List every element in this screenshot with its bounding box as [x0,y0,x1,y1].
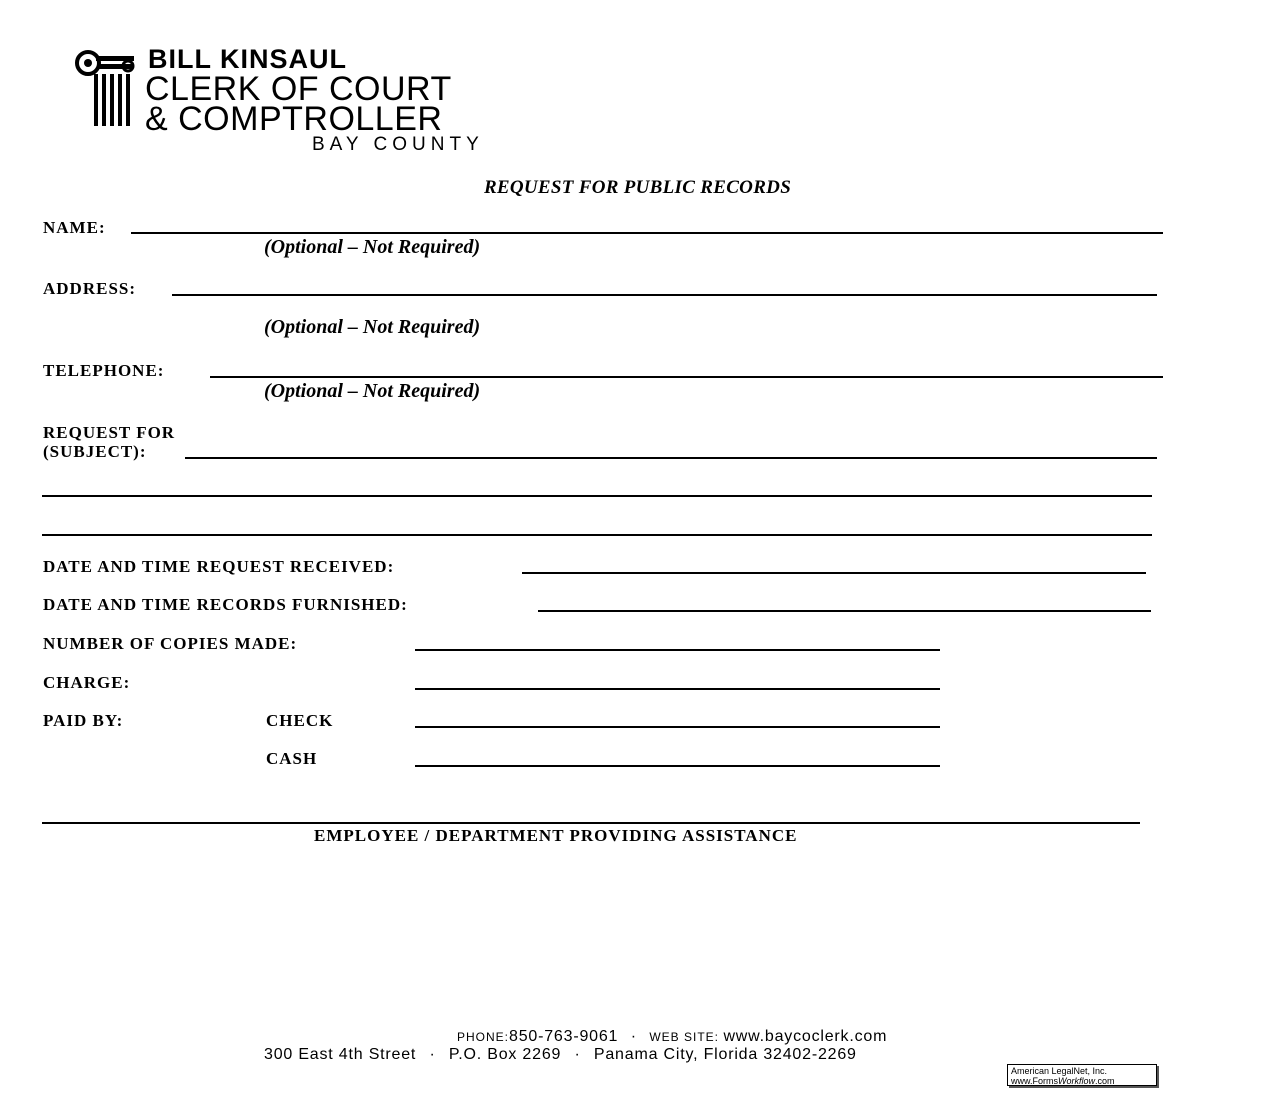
address-city: Panama City, Florida 32402-2269 [593,1046,857,1063]
telephone-field-line[interactable] [210,376,1163,378]
legalnet-badge [1007,1064,1157,1086]
paid-by-label: PAID BY: [43,711,124,730]
website-prefix: WEB SITE: [649,1030,719,1044]
date-furnished-label: DATE AND TIME RECORDS FURNISHED: [43,595,408,614]
request-subject-label: (SUBJECT): [43,442,147,461]
phone-number: 850-763-9061 [509,1028,619,1045]
copies-label: NUMBER OF COPIES MADE: [43,634,298,653]
check-label: CHECK [266,711,334,730]
telephone-optional-note: (Optional – Not Required) [264,380,481,402]
logo-county: BAY COUNTY [312,134,484,155]
employee-signature-line[interactable] [42,822,1140,824]
telephone-label: TELEPHONE: [43,361,165,380]
cash-label: CASH [266,749,318,768]
clerk-logo [74,46,144,130]
cash-line[interactable] [415,765,940,767]
request-subject-line-2[interactable] [42,495,1152,497]
address-box: P.O. Box 2269 [448,1046,562,1063]
request-subject-line-3[interactable] [42,534,1152,536]
logo-office-title: CLERK OF COURT [145,70,452,108]
address-field-line[interactable] [172,294,1157,296]
form-title: REQUEST FOR PUBLIC RECORDS [483,177,792,198]
date-received-label: DATE AND TIME REQUEST RECEIVED: [43,557,395,576]
phone-prefix: PHONE: [457,1030,510,1044]
courthouse-column-icon [74,46,144,130]
name-optional-note: (Optional – Not Required) [264,236,481,258]
badge-url: www.FormsWorkflow.com [1011,1076,1115,1086]
name-label: NAME: [43,218,106,237]
charge-label: CHARGE: [43,673,131,692]
request-for-label: REQUEST FOR [43,423,176,442]
separator: · [429,1046,436,1063]
footer-contact-line [457,1028,887,1046]
separator: · [574,1046,581,1063]
copies-line[interactable] [415,649,940,651]
employee-label: EMPLOYEE / DEPARTMENT PROVIDING ASSISTANCE [314,826,798,845]
badge-company: American LegalNet, Inc. [1011,1066,1108,1076]
logo-name: BILL KINSAUL [148,44,347,74]
logo-office-subtitle: & COMPTROLLER [145,100,443,138]
charge-line[interactable] [415,688,940,690]
name-field-line[interactable] [131,232,1163,234]
address-optional-note: (Optional – Not Required) [264,316,481,338]
separator: · [630,1028,637,1045]
check-line[interactable] [415,726,940,728]
address-street: 300 East 4th Street [264,1046,417,1063]
request-subject-line-1[interactable] [185,457,1157,459]
date-received-line[interactable] [522,572,1146,574]
address-label: ADDRESS: [43,279,137,298]
footer-address-line [264,1046,857,1064]
date-furnished-line[interactable] [538,610,1151,612]
website-link[interactable]: www.baycoclerk.com [723,1028,888,1045]
